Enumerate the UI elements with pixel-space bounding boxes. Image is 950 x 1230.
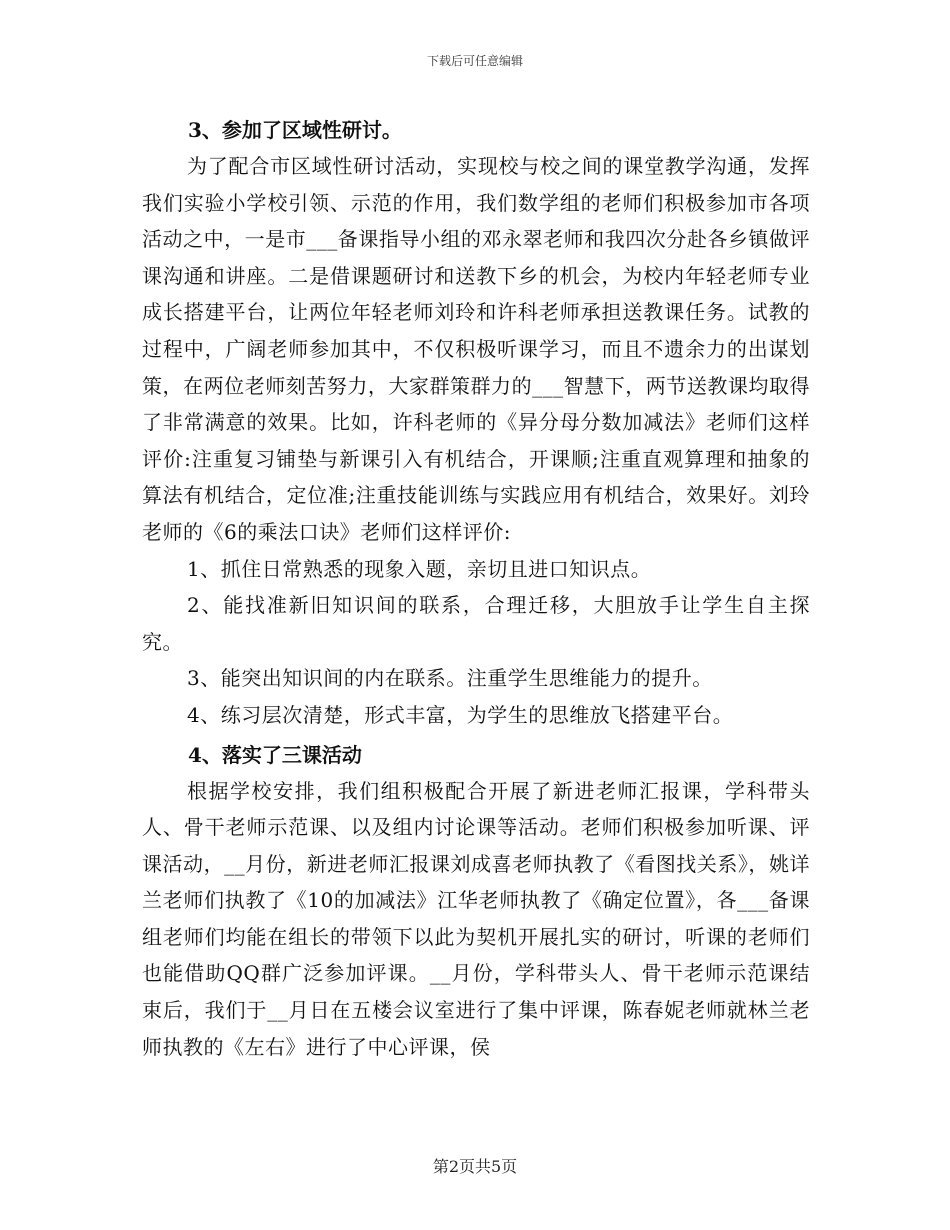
page-number: 第2页共5页: [432, 1157, 518, 1176]
section-heading-4: 4、落实了三课活动: [188, 742, 362, 767]
section-paragraph-3: 为了配合市区域性研讨活动，实现校与校之间的课堂教学沟通，发挥我们实验小学校引领、示范的作用，我们数学组的老师们积极参加市各项活动之中，一是市___备课指导小组的邓永翠老师和我四次分赴各乡镇做评课沟通和讲座。二是借课题研讨和送教下乡的机会，为校内年轻老师专业成长搭建平台，让两位年轻老师刘玲和许科老师承担送教课任务。试教的过程中，广阔老师参加其中，不仅积极听课学习，而且不遗余力的出谋划策，在两位老师刻苦努力，大家群策群力的___智慧下，两节送教课均取得了非常满意的效果。比如，许科老师的《异分母分数加减法》老师们这样评价:注重复习铺垫与新课引入有机结合，开课顺;注重直观算理和抽象的算法有机结合，定位准;注重技能训练与实践应用有机结合，效果好。刘玲老师的《6的乘法口诀》老师们这样评价:: [142, 154, 810, 544]
document-body: [142, 112, 810, 1065]
list-item: 2、能找准新旧知识间的联系，合理迁移，大胆放手让学生自主探究。: [142, 593, 810, 654]
header-note: 下载后可任意编辑: [426, 54, 523, 68]
section-heading-3: 3、参加了区域性研讨。: [188, 118, 402, 142]
list-item: 1、抓住日常熟悉的现象入题，亲切且进口知识点。: [187, 556, 652, 581]
list-item: 3、能突出知识间的内在联系。注重学生思维能力的提升。: [187, 666, 713, 691]
section-paragraph-4: 根据学校安排，我们组积极配合开展了新进老师汇报课，学科带头人、骨干老师示范课、以及组内讨论课等活动。老师们积极参加听课、评课活动，__月份，新进老师汇报课刘成喜老师执教了《看图找关系》，姚详兰老师们执教了《10的加减法》江华老师执教了《确定位置》，各___备课组老师们均能在组长的带领下以此为契机开展扎实的研讨，听课的老师们也能借助QQ群广泛参加评课。__月份，学科带头人、骨干老师示范课结束后，我们于__月日在五楼会议室进行了集中评课，陈春妮老师就林兰老师执教的《左右》进行了中心评课，侯: [142, 778, 810, 1059]
list-item: 4、练习层次清楚，形式丰富，为学生的思维放飞搭建平台。: [187, 702, 734, 727]
